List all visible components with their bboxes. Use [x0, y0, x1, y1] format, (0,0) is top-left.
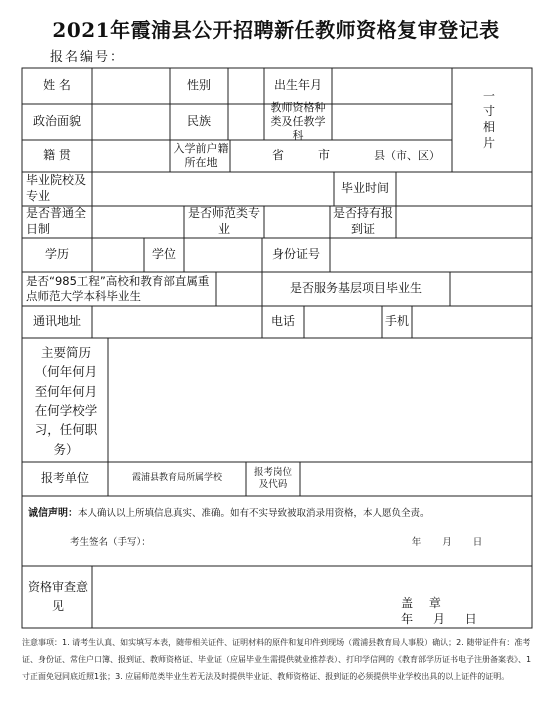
province-label: 省 — [271, 148, 284, 163]
native-place-label: 籍 贯 — [43, 148, 71, 163]
id-number-label: 身份证号 — [271, 247, 320, 262]
grad-time-field[interactable] — [396, 172, 532, 206]
grassroots-label: 是否服务基层项目毕业生 — [289, 281, 422, 296]
form-title: 2021年霞浦县公开招聘新任教师资格复审登记表 — [52, 18, 500, 42]
teacher-cert-label: 教师资格种类及任教学科 — [270, 100, 326, 143]
declaration-text: 本人确认以上所填信息真实、准确。如有不实导致被取消录用资格，本人愿负全责。 — [78, 508, 430, 519]
id-number-field[interactable] — [330, 238, 532, 272]
resume-field[interactable] — [108, 338, 532, 462]
school-major-label: 毕业院校及专业 — [26, 173, 87, 203]
apply-unit-label: 报考单位 — [40, 471, 89, 486]
birth-field[interactable] — [332, 68, 452, 104]
review-opinion-label: 资格审查意见 — [28, 579, 89, 613]
normal-major-label: 是否师范类专业 — [187, 206, 260, 236]
school-major-field[interactable] — [92, 172, 334, 206]
grad-time-label: 毕业时间 — [340, 181, 389, 196]
resume-label: 主要简历（何年何月至何年何月在何学校学习，任何职务） — [34, 344, 98, 457]
ethnicity-label: 民族 — [186, 114, 211, 129]
mobile-field[interactable] — [412, 306, 532, 338]
apply-unit-value: 霞浦县教育局所属学校 — [131, 473, 222, 484]
name-label: 姓 名 — [43, 78, 71, 93]
signature-label: 考生签名（手写）： — [70, 536, 151, 548]
elite-985-label: 是否“985工程”高校和教育部直属重点师范大学本科毕业生 — [26, 274, 210, 303]
signature-field[interactable] — [170, 534, 350, 552]
report-card-field[interactable] — [396, 206, 532, 238]
education-label: 学历 — [44, 247, 69, 262]
degree-field[interactable] — [184, 238, 262, 272]
degree-label: 学位 — [151, 247, 176, 262]
report-card-label: 是否持有报到证 — [332, 206, 393, 236]
fulltime-label: 是否普通全日制 — [26, 206, 87, 236]
elite-985-field[interactable] — [216, 272, 262, 306]
declaration-label: 诚信声明： — [28, 508, 78, 519]
ethnicity-field[interactable] — [228, 104, 264, 140]
county-label: 县（市、区） — [374, 148, 440, 162]
registration-number-label: 报名编号： — [50, 50, 126, 65]
hukou-label: 入学前户籍所在地 — [173, 141, 229, 169]
native-place-field[interactable] — [92, 140, 170, 172]
teacher-cert-field[interactable] — [332, 104, 452, 140]
phone-field[interactable] — [304, 306, 382, 338]
gender-field[interactable] — [228, 68, 264, 104]
address-label: 通讯地址 — [32, 314, 81, 329]
politics-label: 政治面貌 — [32, 114, 81, 129]
fulltime-field[interactable] — [92, 206, 184, 238]
phone-label: 电话 — [270, 314, 295, 329]
grassroots-field[interactable] — [450, 272, 532, 306]
address-field[interactable] — [92, 306, 262, 338]
mobile-label: 手机 — [384, 314, 409, 329]
apply-post-field[interactable] — [300, 462, 532, 496]
politics-field[interactable] — [92, 104, 170, 140]
name-field[interactable] — [92, 68, 170, 104]
declaration-date: 年 月 日 — [411, 536, 483, 548]
notes-text: 注意事项：1. 请考生认真、如实填写本表，随带相关证件、证明材料的原件和复印件到现场（霞浦县教育局人事股）确认；2. 随带证件有：准考证、身份证、常住户口簿、报到证、教师资格证、毕业证（应届毕业生需提供就业推荐表）、打印学信网的《教育部学历证书电子注册备案表》、1寸正面免冠同底近照1张；3. 应届师范类毕业生若无法及时提供毕业证、教师资格证、报到证的必须提供毕业学校出具的以上证件的证明。 — [22, 638, 532, 681]
apply-post-label: 报考岗位及代码 — [253, 466, 292, 490]
normal-major-field[interactable] — [264, 206, 330, 238]
gender-label: 性别 — [186, 78, 211, 93]
integrity-declaration — [28, 504, 528, 519]
seal-label: 盖 章 — [401, 596, 447, 611]
review-date: 年 月 日 — [401, 612, 477, 627]
education-field[interactable] — [92, 238, 144, 272]
photo-placeholder: 一寸相片 — [482, 88, 495, 150]
city-label: 市 — [317, 148, 330, 163]
birth-label: 出生年月 — [273, 78, 322, 93]
